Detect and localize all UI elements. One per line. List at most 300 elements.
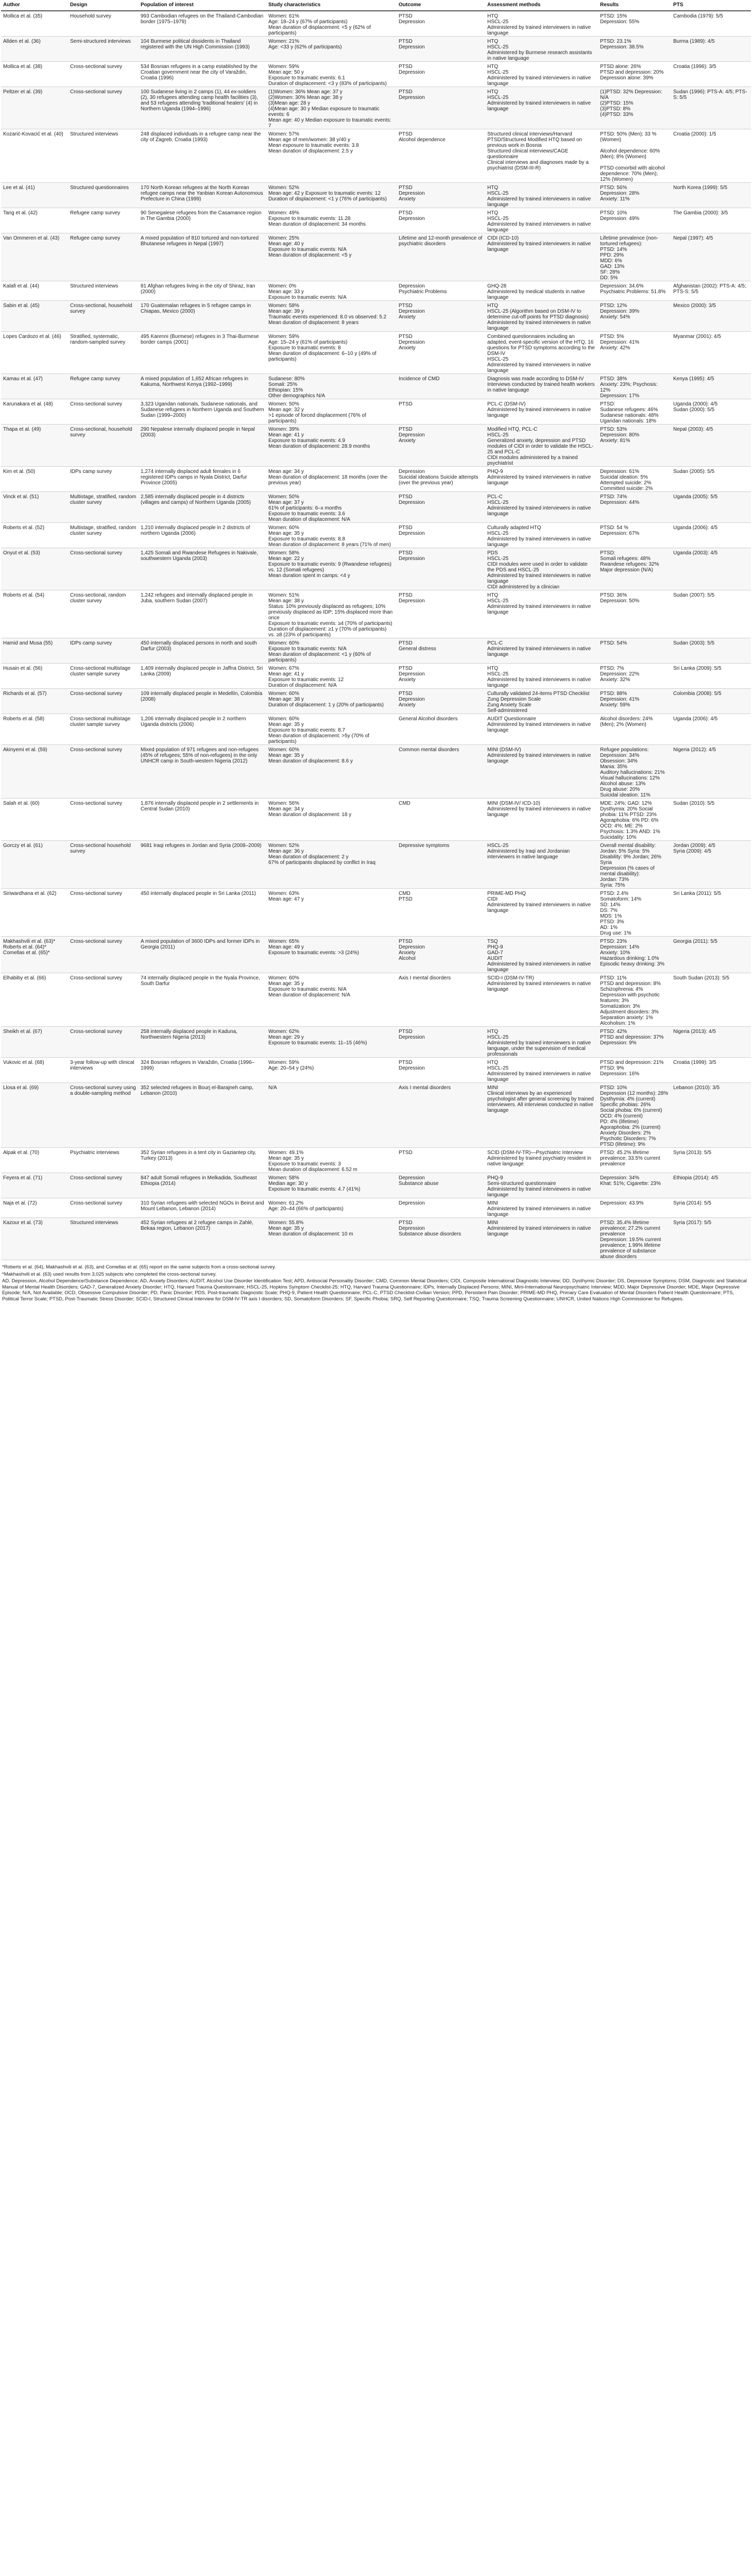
cell-assessment-methods: SCID-I (DSM-IV-TR) Administered by trained interviewers in native language: [485, 973, 598, 1027]
cell-design: Refugee camp survey: [68, 374, 139, 399]
cell-study-characteristics: Women: 56% Mean age: 34 y Mean duration of displacement: 18 y: [266, 799, 397, 841]
cell-author: Kalafi et al. (44): [1, 281, 68, 301]
cell-pts: Uganda (2003): 4/5: [671, 548, 751, 590]
cell-population: 170 Guatemalan refugees in 5 refugee camps in Chiapas, Mexico (2000): [139, 301, 266, 332]
cell-pts: Burma (1989): 4/5: [671, 37, 751, 62]
cell-author: Elhabiby et al. (66): [1, 973, 68, 1027]
cell-outcome: PTSD Depression: [397, 590, 485, 638]
cell-pts: Uganda (2006): 4/5: [671, 523, 751, 548]
table-row: [1, 233, 751, 281]
cell-study-characteristics: Women: 60% Mean age: 35 y Exposure to traumatic events: 8.7 Mean duration of displacement: >5y (70% of participants): [266, 714, 397, 745]
table-row: [1, 425, 751, 467]
cell-author: Roberts et al. (58): [1, 714, 68, 745]
cell-assessment-methods: HTQ HSCL-25 Administered by trained interviewers in native language: [485, 590, 598, 638]
cell-design: Cross-sectional, random cluster survey: [68, 590, 139, 638]
cell-results: Depression: 34.6% Psychiatric Problems: 51.8%: [598, 281, 671, 301]
cell-population: 104 Burmese political dissidents in Thailand registered with the UN High Commission (1993): [139, 37, 266, 62]
column-header-outcome: Outcome: [397, 0, 485, 11]
cell-pts: Syria (2017): 5/5: [671, 1218, 751, 1260]
cell-author: Gorczy et al. (61): [1, 841, 68, 889]
cell-assessment-methods: SCID (DSM-IV-TR)—Psychiatric Interview Administered by trained psychiatry resident in native language: [485, 1148, 598, 1173]
cell-design: Cross-sectional survey: [68, 889, 139, 937]
cell-design: Psychiatric interviews: [68, 1148, 139, 1173]
cell-author: Husain et al. (56): [1, 664, 68, 689]
cell-design: IDPs camp survey: [68, 638, 139, 664]
cell-author: Llosa et al. (69): [1, 1083, 68, 1148]
column-header-study-characteristics: Study characteristics: [266, 0, 397, 11]
column-header-design: Design: [68, 0, 139, 11]
cell-assessment-methods: HTQ HSCL-25 Administered by trained interviewers in native language: [485, 11, 598, 37]
cell-outcome: General Alcohol disorders: [397, 714, 485, 745]
cell-results: PTSD: 10% Depression: 49%: [598, 208, 671, 233]
cell-design: Cross-sectional survey: [68, 745, 139, 799]
cell-pts: Colombia (2008): 5/5: [671, 689, 751, 714]
cell-pts: Nigeria (2013): 4/5: [671, 1027, 751, 1058]
cell-assessment-methods: HTQ HSCL-25 Administered by trained interviewers in native language: [485, 664, 598, 689]
cell-author: Siriwardhana et al. (62): [1, 889, 68, 937]
cell-study-characteristics: Women: 59% Age: 20–54 y (24%): [266, 1058, 397, 1083]
cell-pts: Lebanon (2010): 3/5: [671, 1083, 751, 1148]
cell-design: 3-year follow-up with clinical interviews: [68, 1058, 139, 1083]
cell-study-characteristics: Women: 58% Mean age: 39 y Traumatic events experienced: 8.0 vs observed: 5.2 Mean duration of displacement: 8 years: [266, 301, 397, 332]
cell-study-characteristics: Women: 62% Mean age: 29 y Exposure to traumatic events: 11–15 (46%): [266, 1027, 397, 1058]
table-row: [1, 638, 751, 664]
cell-assessment-methods: MINI (DSM-IV/ ICD-10) Administered by trained interviewers in native language: [485, 799, 598, 841]
table-row: [1, 1148, 751, 1173]
column-header-assessment-methods: Assessment methods: [485, 0, 598, 11]
cell-design: Multistage, stratified, random cluster survey: [68, 523, 139, 548]
cell-pts: Sudan (1996): PTS-A: 4/5; PTS-S: 5/5: [671, 87, 751, 129]
cell-design: Structured questionnaires: [68, 183, 139, 208]
cell-study-characteristics: Women: 67% Mean age: 41 y Exposure to traumatic events: 12 Duration of displacement: N/A: [266, 664, 397, 689]
cell-pts: North Korea (1999): 5/5: [671, 183, 751, 208]
cell-results: Depression: 34% Khat: 51%; Cigarette: 23%: [598, 1173, 671, 1198]
table-row: [1, 1058, 751, 1083]
table-row: [1, 1173, 751, 1198]
cell-author: Karunakara et al. (48): [1, 399, 68, 425]
cell-results: PTSD: 54 % Depression: 67%: [598, 523, 671, 548]
cell-outcome: Depression Substance abuse: [397, 1173, 485, 1198]
cell-population: 495 Karenni (Burmese) refugees in 3 Thai-Burmese border camps (2001): [139, 332, 266, 374]
cell-study-characteristics: Women: 58% Median age: 30 y Exposure to traumatic events: 4.7 (41%): [266, 1173, 397, 1198]
cell-population: 2,585 internally displaced people in 4 districts (villages and camps) of Northern Uganda (2005): [139, 492, 266, 523]
cell-study-characteristics: Women: 52% Mean age: 42 y Exposure to traumatic events: 12 Duration of displacement: <1 y (76% of participants): [266, 183, 397, 208]
cell-author: Lee et al. (41): [1, 183, 68, 208]
cell-assessment-methods: PCL-C HSCL-25 Administered by trained interviewers in native language: [485, 492, 598, 523]
studies-table: [1, 0, 751, 1260]
table-row: [1, 1218, 751, 1260]
cell-author: Mollica et al. (38): [1, 62, 68, 87]
cell-results: Overall mental disability: Jordan: 5% Syria: 5% Disability: 9% Jordan; 26% Syria Depression (% cases of mental disability): Jordan: 73% Syria: 75%: [598, 841, 671, 889]
cell-study-characteristics: Women: 0% Mean age: 33 y Exposure to traumatic events: N/A: [266, 281, 397, 301]
table-row: [1, 937, 751, 973]
table-row: [1, 301, 751, 332]
cell-assessment-methods: PHQ-9 Semi-structured questionnaire Administered by trained interviewers in native language: [485, 1173, 598, 1198]
cell-assessment-methods: AUDIT Questionnaire Administered by trained interviewers in native language: [485, 714, 598, 745]
cell-assessment-methods: CIDI (ICD-10) Administered by trained interviewers in native language: [485, 233, 598, 281]
cell-outcome: PTSD: [397, 1148, 485, 1173]
cell-results: PTSD: Sudanese refugees: 46% Sudanese nationals: 48% Ugandan nationals: 18%: [598, 399, 671, 425]
cell-study-characteristics: Women: 50% Mean age: 32 y >1 episode of forced displacement (76% of participants): [266, 399, 397, 425]
cell-assessment-methods: TSQ PHQ-9 GAD-7 AUDIT Administered by trained interviewers in native language: [485, 937, 598, 973]
table-row: [1, 281, 751, 301]
cell-assessment-methods: GHQ-28 Administered by medical students in native language: [485, 281, 598, 301]
cell-population: 324 Bosnian refugees in Varaždin, Croatia (1996–1999): [139, 1058, 266, 1083]
cell-study-characteristics: Women: 60% Mean age: 35 y Exposure to traumatic events: N/A Mean duration of displacement: N/A: [266, 973, 397, 1027]
cell-design: Multistage, stratified, random cluster survey: [68, 492, 139, 523]
cell-outcome: PTSD Depression: [397, 523, 485, 548]
cell-outcome: CMD PTSD: [397, 889, 485, 937]
cell-results: PTSD: 23.1% Depression: 38.5%: [598, 37, 671, 62]
table-row: [1, 87, 751, 129]
cell-outcome: PTSD Depression Anxiety: [397, 183, 485, 208]
cell-author: Mollica et al. (35): [1, 11, 68, 37]
cell-pts: Ethiopia (2014): 4/5: [671, 1173, 751, 1198]
cell-outcome: Axis I mental disorders: [397, 1083, 485, 1148]
cell-outcome: PTSD Depression: [397, 1027, 485, 1058]
table-row: [1, 332, 751, 374]
cell-study-characteristics: (1)Women: 36% Mean age: 37 y (2)Women: 30% Mean age: 38 y (3)Mean age: 28 y (4)Mean age: 30 y Median exposure to traumatic events: 6 Mean age: 40 y Median exposure to traumatic events: 7: [266, 87, 397, 129]
cell-assessment-methods: Culturally adapted HTQ HSCL-25 Administered by trained interviewers in native language: [485, 523, 598, 548]
cell-author: Kazour et al. (73): [1, 1218, 68, 1260]
cell-results: Depression: 43.9%: [598, 1198, 671, 1218]
cell-pts: Nepal (2003): 4/5: [671, 425, 751, 467]
cell-outcome: PTSD: [397, 399, 485, 425]
cell-outcome: Depressive symptoms: [397, 841, 485, 889]
table-header: [1, 0, 751, 11]
footnote: *Roberts et al. (64), Makhashvili et al. (63), and Comellas et al. (65) report on the same subjects from a cross-sectional survey.: [2, 1264, 276, 1270]
cell-results: PTSD: 35.4% lifetime prevalence; 27.2% current prevalence Depression: 19.5% current prevalence; 1.99% lifetime prevalence of substance abuse disorders: [598, 1218, 671, 1260]
cell-outcome: Common mental disorders: [397, 745, 485, 799]
cell-author: Allden et al. (36): [1, 37, 68, 62]
cell-design: Stratified, systematic, random-sampled survey: [68, 332, 139, 374]
cell-results: Refugee populations: Depression: 34% Obsession: 34% Mania: 35% Auditory hallucinations: 21% Visual hallucinations: 12% Alcohol abuse: 13% Drug abuse: 20% Suicidal ideation: 11%: [598, 745, 671, 799]
cell-design: Cross-sectional, household survey: [68, 425, 139, 467]
cell-design: Cross-sectional household survey: [68, 841, 139, 889]
cell-study-characteristics: Sudanese: 80% Somali: 25% Ethiopian: 15% Other demographics N/A: [266, 374, 397, 399]
table-row: [1, 548, 751, 590]
table-row: [1, 1083, 751, 1148]
cell-assessment-methods: Culturally validated 24-items PTSD Checklist Zung Depression Scale Zung Anxiety Scale Self-administered: [485, 689, 598, 714]
cell-pts: The Gambia (2000): 3/5: [671, 208, 751, 233]
cell-study-characteristics: Women: 57% Mean age of men/women: 38 y/40 y Mean exposure to traumatic events: 3.8 Mean duration of displacement: 2.5 y: [266, 129, 397, 183]
column-header-results: Results: [598, 0, 671, 11]
cell-design: Cross-sectional survey: [68, 87, 139, 129]
cell-author: Vinck et al. (51): [1, 492, 68, 523]
cell-study-characteristics: Women: 50% Mean age: 37 y 61% of participants: 6–x months Exposure to traumatic events: 3.6 Mean duration of displacement: N/A: [266, 492, 397, 523]
cell-study-characteristics: Women: 61.2% Age: 20–44 (66% of participants): [266, 1198, 397, 1218]
cell-outcome: Incidence of CMD: [397, 374, 485, 399]
cell-design: Cross-sectional multistage cluster sample survey: [68, 664, 139, 689]
table-row: [1, 745, 751, 799]
cell-outcome: Depression: [397, 1198, 485, 1218]
cell-outcome: PTSD Depression: [397, 37, 485, 62]
cell-results: Lifetime prevalence (non-tortured refugees): PTSD: 14% PPD: 29% MDD: 6% GAD: 13% SF: 28% DD: 5%: [598, 233, 671, 281]
cell-pts: Nepal (1997): 4/5: [671, 233, 751, 281]
cell-pts: Sudan (2010): 5/5: [671, 799, 751, 841]
cell-pts: Uganda (2000): 4/5 Sudan (2000): 5/5: [671, 399, 751, 425]
cell-outcome: PTSD Depression Anxiety: [397, 689, 485, 714]
cell-pts: Syria (2013): 5/5: [671, 1148, 751, 1173]
cell-population: 1,274 internally displaced adult females in 6 registered IDPs camps in Nyala District, Darfur Province (2005): [139, 467, 266, 492]
cell-author: Naja et al. (72): [1, 1198, 68, 1218]
cell-results: PTSD: 74% Depression: 44%: [598, 492, 671, 523]
table-row: [1, 889, 751, 937]
cell-pts: Kenya (1995): 4/5: [671, 374, 751, 399]
table-row: [1, 183, 751, 208]
cell-study-characteristics: Women: 63% Mean age: 47 y: [266, 889, 397, 937]
cell-results: Alcohol disorders: 24% (Men); 2% (Women): [598, 714, 671, 745]
cell-pts: Syria (2014): 5/5: [671, 1198, 751, 1218]
table-row: [1, 492, 751, 523]
cell-outcome: PTSD Depression: [397, 87, 485, 129]
cell-pts: Sudan (2003): 5/5: [671, 638, 751, 664]
cell-author: Roberts et al. (54): [1, 590, 68, 638]
table-body: [1, 11, 751, 1260]
cell-results: PTSD: 36% Depression: 50%: [598, 590, 671, 638]
cell-author: Alpak et al. (70): [1, 1148, 68, 1173]
cell-design: Cross-sectional multistage cluster sample survey: [68, 714, 139, 745]
cell-results: PTSD: 56% Depression: 28% Anxiety: 11%: [598, 183, 671, 208]
cell-design: Semi-structured interviews: [68, 37, 139, 62]
cell-population: 74 internally displaced people in the Nyala Province, South Darfur: [139, 973, 266, 1027]
cell-pts: Sri Lanka (2009): 5/5: [671, 664, 751, 689]
cell-assessment-methods: MINI (DSM-IV) Administered by trained interviewers in native language: [485, 745, 598, 799]
cell-design: Structured interviews: [68, 1218, 139, 1260]
cell-population: 109 internally displaced people in Medellín, Colombia (2008): [139, 689, 266, 714]
cell-results: PTSD: 2.4% Somatoform: 14% SD: 14% DS: 7% MDS: 1% PTSD: 3% AD: 1% Drug use: 1%: [598, 889, 671, 937]
table-row: [1, 208, 751, 233]
cell-outcome: Axis I mental disorders: [397, 973, 485, 1027]
cell-outcome: PTSD Depression: [397, 208, 485, 233]
cell-design: Refugee camp survey: [68, 208, 139, 233]
table-row: [1, 1027, 751, 1058]
cell-results: PTSD: 7% Depression: 22% Anxiety: 32%: [598, 664, 671, 689]
cell-author: Thapa et al. (49): [1, 425, 68, 467]
cell-design: Cross-sectional survey: [68, 799, 139, 841]
cell-pts: Uganda (2006): 4/5: [671, 714, 751, 745]
cell-population: 847 adult Somali refugees in Melkadida, Southeast Ethiopia (2014): [139, 1173, 266, 1198]
cell-results: PTSD and depression: 21% PTSD: 9% Depression: 16%: [598, 1058, 671, 1083]
cell-assessment-methods: PCL-C (DSM-IV) Administered by trained interviewers in native language: [485, 399, 598, 425]
cell-author: Feyera et al. (71): [1, 1173, 68, 1198]
cell-outcome: PTSD Depression: [397, 62, 485, 87]
cell-study-characteristics: Women: 58% Mean age: 22 y Exposure to traumatic events: 9 (Rwandese refugees) vs. 12 (Somali refugees) Mean duration spent in camps: <4 y: [266, 548, 397, 590]
cell-author: Tang et al. (42): [1, 208, 68, 233]
cell-population: 3,323 Ugandan nationals, Sudanese nationals, and Sudanese refugees in Northern Uganda and Southern Sudan (1999–2000): [139, 399, 266, 425]
cell-author: Van Ommeren et al. (43): [1, 233, 68, 281]
cell-assessment-methods: MINI Administered by trained interviewers in native language: [485, 1218, 598, 1260]
cell-outcome: PTSD Depression Substance abuse disorders: [397, 1218, 485, 1260]
cell-population: 452 Syrian refugees at 2 refugee camps in Zahlé, Bekaa region, Lebanon (2017): [139, 1218, 266, 1260]
cell-assessment-methods: HSCL-25 Administered by Iraqi and Jordanian interviewers in native language: [485, 841, 598, 889]
cell-results: PTSD: 88% Depression: 41% Anxiety: 59%: [598, 689, 671, 714]
cell-results: PTSD: 54%: [598, 638, 671, 664]
table-row: [1, 37, 751, 62]
footnote: *Makhashvili et al. (63) used results from 3,025 subjects who completed the cross-sectional survey.: [2, 1271, 217, 1277]
cell-design: Cross-sectional survey: [68, 1173, 139, 1198]
cell-assessment-methods: HTQ HSCL-25 Administered by trained interviewers in native language: [485, 183, 598, 208]
cell-author: Peltzer et al. (39): [1, 87, 68, 129]
cell-results: PTSD: 12% Depression: 39% Anxiety: 54%: [598, 301, 671, 332]
cell-population: 450 internally displaced people in Sri Lanka (2011): [139, 889, 266, 937]
cell-population: A mixed population of 1,652 African refugees in Kakuma, Northwest Kenya (1992–1999): [139, 374, 266, 399]
cell-study-characteristics: Women: 61% Age: 18–24 y (67% of participants) Mean duration of displacement: <5 y (62% of participants): [266, 11, 397, 37]
table-footnotes: [2, 1264, 750, 1302]
cell-design: Cross-sectional survey: [68, 62, 139, 87]
cell-outcome: PTSD Depression Anxiety: [397, 425, 485, 467]
cell-population: 534 Bosnian refugees in a camp established by the Croatian government near the city of Varaždin, Croatia (1996): [139, 62, 266, 87]
table-row: [1, 11, 751, 37]
cell-author: Sheikh et al. (67): [1, 1027, 68, 1058]
cell-population: 1,242 refugees and internally displaced people in Juba, southern Sudan (2007): [139, 590, 266, 638]
cell-pts: Croatia (2000): 1/5: [671, 129, 751, 183]
cell-outcome: PTSD Depression Anxiety: [397, 301, 485, 332]
cell-study-characteristics: N/A: [266, 1083, 397, 1148]
cell-results: PTSD: 11% PTSD and depression: 8% Schizophrenia: 4% Depression with psychotic features: 3% Somatization: 3% Adjustment disorders: 3% Separation anxiety: 1% Alcoholism: 1%: [598, 973, 671, 1027]
table-row: [1, 973, 751, 1027]
cell-design: Cross-sectional, household survey: [68, 301, 139, 332]
cell-outcome: Lifetime and 12-month prevalence of psychiatric disorders: [397, 233, 485, 281]
cell-author: Onyut et al. (53): [1, 548, 68, 590]
cell-outcome: PTSD Depression Anxiety: [397, 332, 485, 374]
table-row: [1, 1198, 751, 1218]
cell-results: PTSD: 45.2% lifetime prevalence; 33.5% current prevalence: [598, 1148, 671, 1173]
cell-assessment-methods: PHQ-9 Administered by trained interviewers in native language: [485, 467, 598, 492]
cell-author: Akinyemi et al. (59): [1, 745, 68, 799]
cell-population: 248 displaced individuals in a refugee camp near the city of Zagreb, Croatia (1993): [139, 129, 266, 183]
table-row: [1, 689, 751, 714]
cell-outcome: PTSD Alcohol dependence: [397, 129, 485, 183]
table-row: [1, 714, 751, 745]
cell-pts: Croatia (1999): 3/5: [671, 1058, 751, 1083]
cell-population: 352 Syrian refugees in a tent city in Gaziantep city, Turkey (2013): [139, 1148, 266, 1173]
cell-author: Kozarić-Kovacić et al. (40): [1, 129, 68, 183]
cell-study-characteristics: Women: 60% Mean age: 38 y Duration of displacement: 1 y (20% of participants): [266, 689, 397, 714]
table-row: [1, 664, 751, 689]
cell-results: PTSD: 53% Depression: 80% Anxiety: 81%: [598, 425, 671, 467]
cell-population: 1,210 internally displaced people in 2 districts of northern Uganda (2006): [139, 523, 266, 548]
cell-assessment-methods: HTQ HSCL-25 Administered by trained interviewers in native language: [485, 62, 598, 87]
cell-author: Vukovic et al. (68): [1, 1058, 68, 1083]
cell-assessment-methods: HTQ HSCL-25 Administered by trained interviewers in native language, under the supervision of medical professionals: [485, 1027, 598, 1058]
cell-study-characteristics: Women: 39% Mean age: 41 y Exposure to traumatic events: 4.9 Mean duration of displacement: 28.9 months: [266, 425, 397, 467]
cell-assessment-methods: HTQ HSCL-25 Administered by trained interviewers in native language: [485, 208, 598, 233]
cell-pts: Myanmar (2001): 4/5: [671, 332, 751, 374]
cell-design: Cross-sectional survey: [68, 973, 139, 1027]
cell-population: A mixed population of 810 tortured and non-tortured Bhutanese refugees in Nepal (1997): [139, 233, 266, 281]
cell-pts: South Sudan (2013): 5/5: [671, 973, 751, 1027]
cell-study-characteristics: Women: 25% Mean age: 40 y Exposure to traumatic events: N/A Mean duration of displacement: <5 y: [266, 233, 397, 281]
cell-results: PTSD: 50% (Men); 33 % (Women) Alcohol dependence: 60% (Men); 8% (Women) PTSD comorbid with alcohol dependence: 70% (Men); 12% (Women): [598, 129, 671, 183]
cell-outcome: CMD: [397, 799, 485, 841]
cell-pts: Sri Lanka (2011): 5/5: [671, 889, 751, 937]
cell-results: (1)PTSD: 32% Depression: N/A (2)PTSD: 15% (3)PTSD: 8% (4)PTSD: 33%: [598, 87, 671, 129]
cell-outcome: PTSD Depression: [397, 1058, 485, 1083]
table-row: [1, 62, 751, 87]
cell-population: 290 Nepalese internally displaced people in Nepal (2003): [139, 425, 266, 467]
cell-population: 1,206 internally displaced people in 2 northern Uganda districts (2006): [139, 714, 266, 745]
cell-population: 100 Sudanese living in 2 camps (1), 44 ex-soldiers (2), 30 refugees attending camp health facilities (3), and 53 refugees attending 'traditional healers' (4) in Northern Uganda (1994–1996): [139, 87, 266, 129]
cell-design: IDPs camp survey: [68, 467, 139, 492]
cell-assessment-methods: PRIME-MD PHQ CIDI Administered by trained interviewers in native language: [485, 889, 598, 937]
cell-population: 1,409 internally displaced people in Jaffna District, Sri Lanka (2009): [139, 664, 266, 689]
cell-population: 450 internally displaced persons in north and south Darfur (2003): [139, 638, 266, 664]
cell-pts: Nigeria (2012): 4/5: [671, 745, 751, 799]
cell-assessment-methods: Diagnosis was made according to DSM-IV Interviews conducted by trained health workers in native language: [485, 374, 598, 399]
cell-study-characteristics: Women: 60% Mean age: 35 y Exposure to traumatic events: 8.8 Mean duration of displacement: 8 years (71% of men): [266, 523, 397, 548]
cell-population: 352 selected refugees in Bourj el-Barajneh camp, Lebanon (2010): [139, 1083, 266, 1148]
cell-pts: Mexico (2000): 3/5: [671, 301, 751, 332]
cell-assessment-methods: MINI Administered by trained interviewers in native language: [485, 1198, 598, 1218]
cell-assessment-methods: Modified HTQ, PCL-C HSCL-25 Generalized anxiety, depression and PTSD modules of CIDI in order to validate the HSCL-25 and PCL-C CIDI modules administered by a trained psychiatrist: [485, 425, 598, 467]
cell-study-characteristics: Women: 49.1% Mean age: 35 y Exposure to traumatic events: 3 Mean duration of displacement: 6.52 m: [266, 1148, 397, 1173]
cell-population: 9681 Iraqi refugees in Jordan and Syria (2008–2009): [139, 841, 266, 889]
cell-author: Makhashvili et al. (63)* Roberts et al. (64)* Comellas et al. (65)*: [1, 937, 68, 973]
cell-author: Lopes Cardozo et al. (46): [1, 332, 68, 374]
cell-assessment-methods: PDS HSCL-25 CIDI modules were used in order to validate the PDS and HSCL-25 Administered by trained interviewers in native language CIDI administered by a clinician: [485, 548, 598, 590]
cell-results: PTSD alone: 26% PTSD and depression: 20% Depression alone: 39%: [598, 62, 671, 87]
cell-design: Cross-sectional survey: [68, 399, 139, 425]
cell-population: Mixed population of 971 refugees and non-refugees (45% of refugees; 55% of non-refugees) in the only UNHCR camp in South-western Nigeria (2012): [139, 745, 266, 799]
cell-study-characteristics: Women: 49% Exposure to traumatic events: 11.28 Mean duration of displacement: 34 months: [266, 208, 397, 233]
cell-outcome: PTSD General distress: [397, 638, 485, 664]
table-row: [1, 590, 751, 638]
cell-outcome: PTSD Depression: [397, 492, 485, 523]
table-row: [1, 374, 751, 399]
cell-design: Household survey: [68, 11, 139, 37]
cell-outcome: PTSD Depression Anxiety: [397, 664, 485, 689]
cell-population: 90 Senegalese refugees from the Casamance region in The Gambia (2000): [139, 208, 266, 233]
cell-study-characteristics: Mean age: 34 y Mean duration of displacement: 18 months (over the previous year): [266, 467, 397, 492]
cell-design: Refugee camp survey: [68, 233, 139, 281]
cell-population: 1,425 Somali and Rwandese Refugees in Nakivale, southwestern Uganda (2003): [139, 548, 266, 590]
cell-author: Hamid and Musa (55): [1, 638, 68, 664]
table-row: [1, 467, 751, 492]
cell-assessment-methods: HTQ HSCL-25 Administered by Burmese research assistants in native language: [485, 37, 598, 62]
cell-pts: Cambodia (1979): 5/5: [671, 11, 751, 37]
cell-design: Cross-sectional survey: [68, 689, 139, 714]
cell-results: Depression: 61% Suicidal ideation: 5% Attempted suicide: 2% Committed suicide: 2%: [598, 467, 671, 492]
cell-population: 993 Cambodian refugees on the Thailand-Cambodian border (1975–1979): [139, 11, 266, 37]
cell-outcome: PTSD Depression: [397, 548, 485, 590]
table-row: [1, 399, 751, 425]
cell-results: PTSD: 23% Depression: 14% Anxiety: 10% Hazardous drinking: 1.0% Episodic heavy drinking: 3%: [598, 937, 671, 973]
cell-population: 310 Syrian refugees with selected NGOs in Beirut and Mount Lebanon, Lebanon (2014): [139, 1198, 266, 1218]
cell-design: Cross-sectional survey: [68, 937, 139, 973]
cell-author: Kamau et al. (47): [1, 374, 68, 399]
cell-author: Richards et al. (57): [1, 689, 68, 714]
cell-design: Structured interviews: [68, 281, 139, 301]
cell-study-characteristics: Women: 59% Age: 15–24 y (61% of participants) Exposure to traumatic events: 8 Mean duration of displacement: 6–10 y (49% of participants): [266, 332, 397, 374]
cell-results: PTSD: 38% Anxiety: 23%; Psychosis: 12% Depression: 17%: [598, 374, 671, 399]
cell-population: 81 Afghan refugees living in the city of Shiraz, Iran (2000): [139, 281, 266, 301]
cell-pts: Sudan (2005): 5/5: [671, 467, 751, 492]
cell-outcome: Depression Suicidal ideations Suicide attempts (over the previous year): [397, 467, 485, 492]
cell-population: A mixed population of 3600 IDPs and former IDPs in Georgia (2011): [139, 937, 266, 973]
cell-outcome: Depression Psychiatric Problems: [397, 281, 485, 301]
cell-results: PTSD: 10% Depression (12 months): 28% Dysthymia: 4% (current) Specific phobias: 26% Social phobia: 6% (current) OCD: 4% (current) PD: 4% (lifetime) Agoraphobia: 2% (current) Anxiety Disorders: 2% Psychotic Disorders: 7% PTSD (lifetime): 9%: [598, 1083, 671, 1148]
cell-outcome: PTSD Depression Anxiety Alcohol: [397, 937, 485, 973]
cell-study-characteristics: Women: 65% Mean age: 49 y Exposure to traumatic events: >3 (24%): [266, 937, 397, 973]
cell-design: Cross-sectional survey using a double-sampling method: [68, 1083, 139, 1148]
cell-design: Cross-sectional survey: [68, 548, 139, 590]
cell-study-characteristics: Women: 59% Mean age: 50 y Exposure to traumatic events: 6.1 Duration of displacement: <3 y (83% of participants): [266, 62, 397, 87]
cell-assessment-methods: Combined questionnaires including an adapted, event-specific version of the HTQ, 16 questions for PTSD symptoms according to the DSM-IV HSCL-25 Administered by trained interviewers in native language: [485, 332, 598, 374]
cell-author: Roberts et al. (52): [1, 523, 68, 548]
footnote-abbreviations: AD, Depression, Alcohol Dependence/Substance Dependence; AD, Anxiety Disorders; AUDIT, Alcohol Use Disorder Identification Test; APD, Antisocial Personality Disorder; CMD, Common Mental Disorders; CIDI, Composite International Diagnostic Interview; DD, Dysthymic Disorder; DS, Depressive Symptoms; DSM, Diagnostic and Statistical Manual of Mental Health Disorders; GAD-7, Generalized Anxiety Disorder; HTQ, Harvard Trauma Questionnaire; HSCL-25, Hopkins Symptom Checklist-25; HTQ, Harvard Trauma Questionnaire; IDPs, Internally Displaced Persons; MINI, Mini-International Neuropsychiatric Interview; MDD, Major Depressive Disorder; MDE, Major Depressive Episode; N/A, Not Available; OCD, Obsessive Compulsive Disorder; PD, Panic Disorder; PDS, Post-traumatic Diagnostic Scale; PHQ-9, Patient Health Questionnaire; PCL-C, PTSD Checklist-Civilian Version; PPD, Persistent Pain Disorder; PRIME-MD PHQ, Primary Care Evaluation of Mental Disorders Patient Health Questionnaire; PTS, Political Terror Scale; PTSD, Post-Traumatic Stress Disorder; SCID-I, Structured Clinical Interview for DSM-IV-TR axis I disorders; SD, Somatoform Disorders; SF, Specific Phobia; SRQ, Self Reporting Questionnaire; TSQ, Trauma Screening Questionnaire; UNHCR, United Nations High Commissioner for Refugees.: [2, 1278, 747, 1302]
column-header-population: Population of interest: [139, 0, 266, 11]
